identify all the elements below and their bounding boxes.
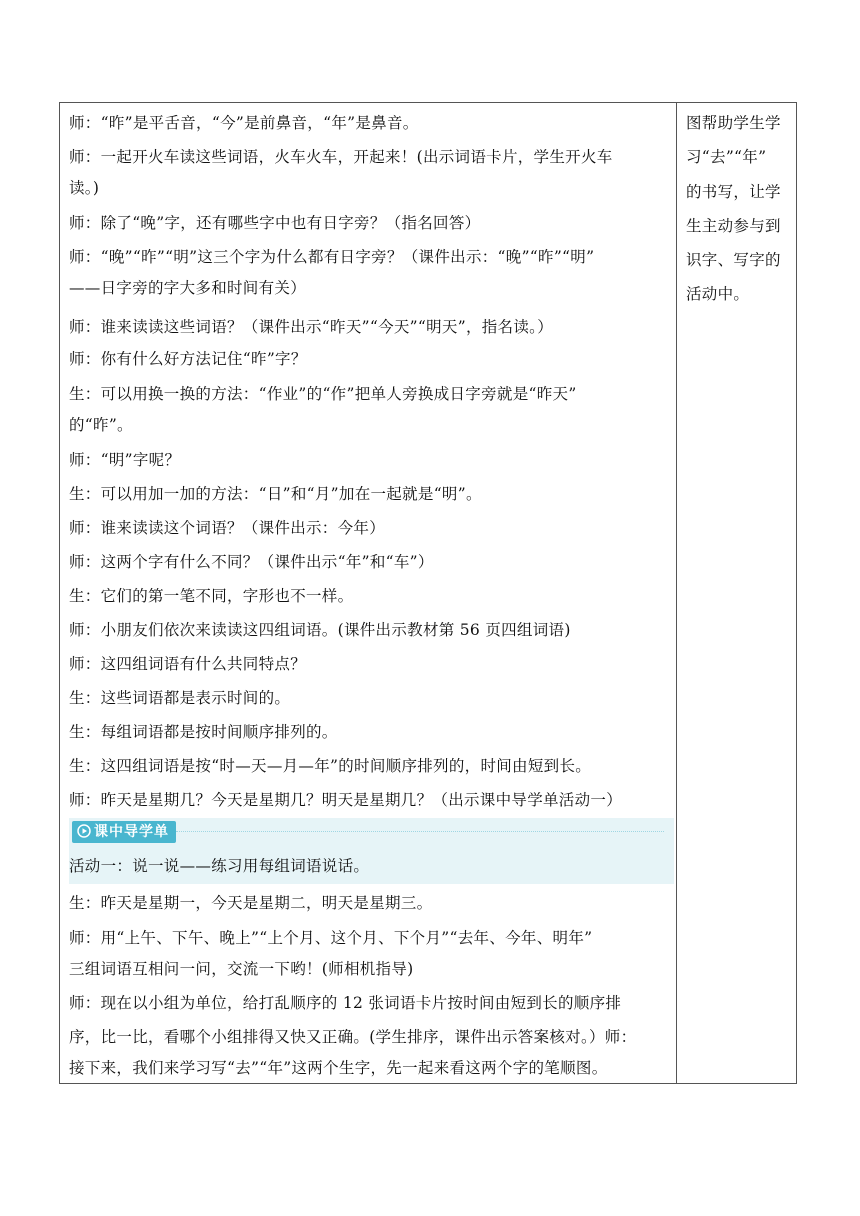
play-circle-icon xyxy=(77,824,91,838)
dialogue-line: 生：可以用换一换的方法：“作业”的“作”把单人旁换成日字旁就是“昨天” xyxy=(69,385,577,403)
dialogue-line: 师：除了“晚”字，还有哪些字中也有日字旁？（指名回答） xyxy=(69,214,481,232)
dialogue-line: 师：“明”字呢？ xyxy=(69,451,181,469)
dialogue-line: 生：昨天是星期一，今天是星期二，明天是星期三。 xyxy=(69,894,433,912)
dialogue-line: 师：用“上午、下午、晚上”“上个月、这个月、下个月”“去年、今年、明年” xyxy=(69,929,593,947)
intent-line: 识字、写字的 xyxy=(686,251,781,269)
intent-line: 的书写，让学 xyxy=(686,183,781,201)
dialogue-line: 师：一起开火车读这些词语，火车火车，开起来！(出示词语卡片，学生开火车 xyxy=(69,148,613,166)
activity-line: 活动一：说一说——练习用每组词语说话。 xyxy=(69,857,370,875)
dialogue-line: 接下来，我们来学习写“去”“年”这两个生字，先一起来看这两个字的笔顺图。 xyxy=(69,1059,608,1077)
dialogue-line: 序，比一比，看哪个小组排得又快又正确。(学生排序，课件出示答案核对。）师： xyxy=(69,1028,637,1046)
dialogue-line: 师：这两个字有什么不同？（课件出示“年”和“车”） xyxy=(69,553,434,571)
column-divider xyxy=(676,103,677,1083)
dialogue-line: 的“昨”。 xyxy=(69,416,133,434)
dialogue-line: 师：“晚”“昨”“明”这三个字为什么都有日字旁？（课件出示：“晚”“昨”“明” xyxy=(69,248,595,266)
dialogue-line: 师：小朋友们依次来读读这四组词语。(课件出示教材第 56 页四组词语) xyxy=(69,621,571,639)
intent-line: 图帮助学生学 xyxy=(686,114,781,132)
dialogue-line: 师：现在以小组为单位，给打乱顺序的 12 张词语卡片按时间由短到长的顺序排 xyxy=(69,994,622,1012)
lesson-table xyxy=(59,102,797,1084)
guide-sheet-label xyxy=(72,821,176,843)
guide-divider xyxy=(176,831,664,832)
dialogue-line: 师：昨天是星期几？今天是星期几？明天是星期几？（出示课中导学单活动一） xyxy=(69,791,623,809)
dialogue-line: 读。) xyxy=(69,179,100,197)
dialogue-line: 生：这些词语都是表示时间的。 xyxy=(69,689,291,707)
dialogue-line: 师：你有什么好方法记住“昨”字？ xyxy=(69,350,307,368)
dialogue-line: 三组词语互相问一问，交流一下哟！(师相机指导) xyxy=(69,960,414,978)
dialogue-line: 生：这四组词语是按“时—天—月—年”的时间顺序排列的，时间由短到长。 xyxy=(69,757,592,775)
guide-sheet-title: 课中导学单 xyxy=(94,824,169,840)
dialogue-line: 师：这四组词语有什么共同特点？ xyxy=(69,655,307,673)
dialogue-line: 师：谁来读读这个词语？（课件出示：今年） xyxy=(69,519,386,537)
intent-line: 生主动参与到 xyxy=(686,217,781,235)
intent-line: 活动中。 xyxy=(686,285,750,303)
dialogue-line: 生：它们的第一笔不同，字形也不一样。 xyxy=(69,587,354,605)
dialogue-line: 师：谁来读读这些词语？（课件出示“昨天”“今天”“明天”，指名读。） xyxy=(69,318,553,336)
intent-line: 习“去”“年” xyxy=(686,148,767,166)
dialogue-line: 生：可以用加一加的方法：“日”和“月”加在一起就是“明”。 xyxy=(69,485,482,503)
dialogue-line: 生：每组词语都是按时间顺序排列的。 xyxy=(69,723,338,741)
dialogue-line: ——日字旁的字大多和时间有关） xyxy=(69,279,307,297)
dialogue-line: 师：“昨”是平舌音，“今”是前鼻音，“年”是鼻音。 xyxy=(69,114,419,132)
